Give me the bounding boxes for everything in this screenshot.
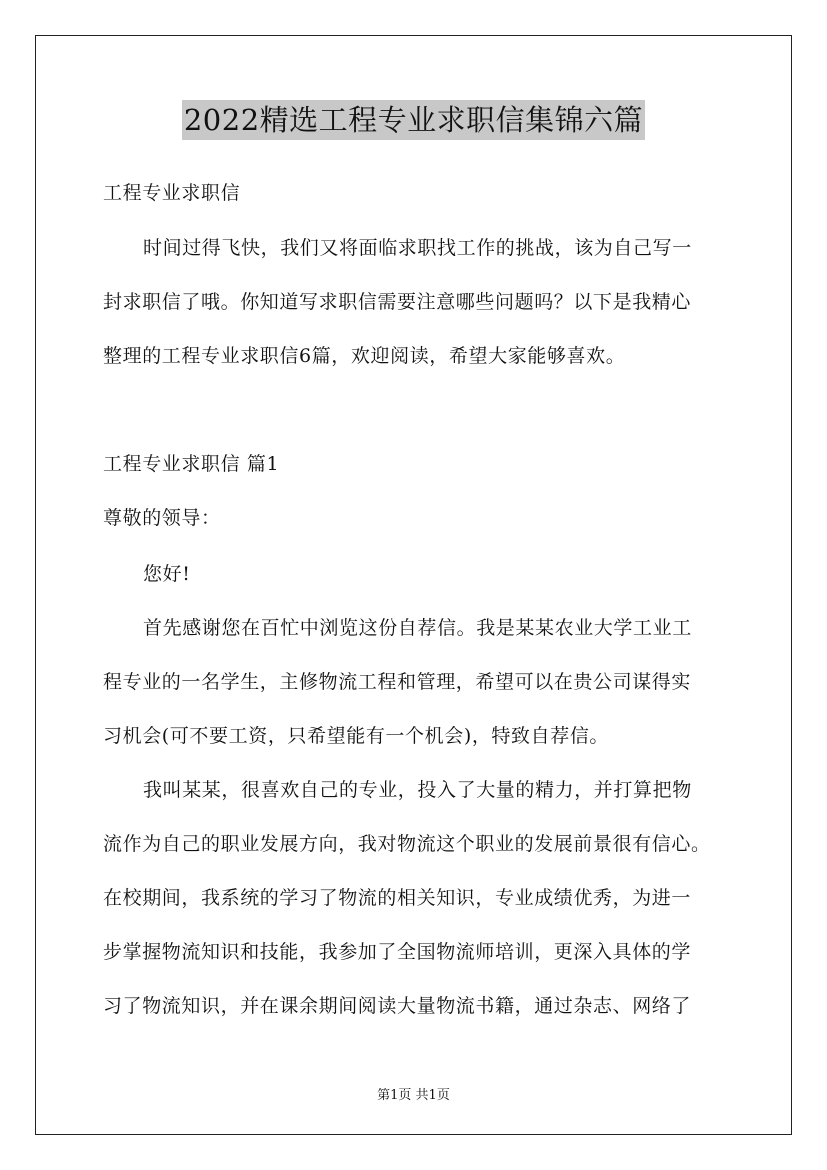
greeting: 您好! (143, 563, 191, 585)
section-heading: 工程专业求职信 篇1 (103, 453, 280, 475)
intro-line: 时间过得飞快，我们又将面临求职找工作的挑战，该为自己写一 (143, 237, 692, 259)
intro-line: 整理的工程专业求职信6篇，欢迎阅读，希望大家能够喜欢。 (103, 345, 626, 367)
paragraph-line: 步掌握物流知识和技能，我参加了全国物流师培训，更深入具体的学 (103, 941, 692, 963)
paragraph-line: 流作为自己的职业发展方向，我对物流这个职业的发展前景很有信心。 (103, 833, 711, 855)
paragraph-line: 在校期间，我系统的学习了物流的相关知识，专业成绩优秀，为进一 (103, 887, 692, 909)
paragraph-line: 首先感谢您在百忙中浏览这份自荐信。我是某某农业大学工业工 (143, 617, 692, 639)
paragraph-line: 习了物流知识，并在课余期间阅读大量物流书籍，通过杂志、网络了 (103, 995, 692, 1017)
paragraph-line: 习机会(可不要工资，只希望能有一个机会)，特致自荐信。 (103, 725, 610, 747)
page-footer: 第1页 共1页 (377, 1088, 450, 1103)
intro-heading: 工程专业求职信 (103, 182, 241, 204)
salutation: 尊敬的领导： (103, 507, 221, 529)
intro-line: 封求职信了哦。你知道写求职信需要注意哪些问题吗？以下是我精心 (103, 291, 692, 313)
document-title: 2022精选工程专业求职信集锦六篇 (182, 100, 645, 140)
paragraph-line: 程专业的一名学生，主修物流工程和管理，希望可以在贵公司谋得实 (103, 671, 692, 693)
paragraph-line: 我叫某某，很喜欢自己的专业，投入了大量的精力，并打算把物 (143, 779, 692, 801)
